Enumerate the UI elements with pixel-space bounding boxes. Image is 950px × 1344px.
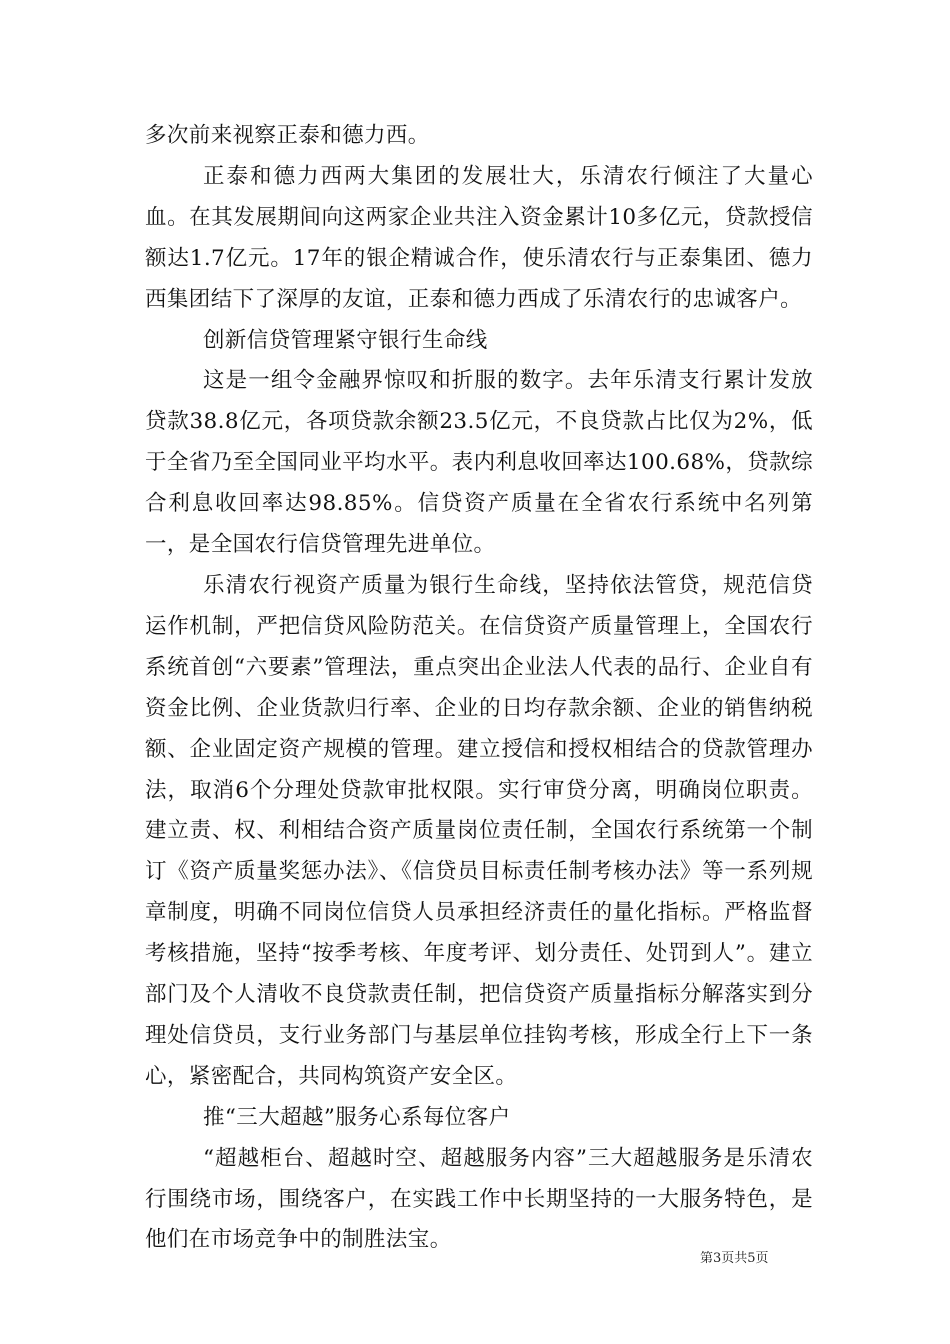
paragraph-service-feature: “超越柜台、超越时空、超越服务内容”三大超越服务是乐清农行围绕市场，围绕客户，在实践工作中长期坚持的一大服务特色，是他们在市场竞争中的制胜法宝。 xyxy=(145,1145,813,1253)
paragraph-continuation: 多次前来视察正泰和德力西。 xyxy=(145,123,430,148)
section-heading-three-surpass: 推“三大超越”服务心系每位客户 xyxy=(203,1104,511,1130)
paragraph-asset-quality: 乐清农行视资产质量为银行生命线，坚持依法管贷，规范信贷运作机制，严把信贷风险防范关。在信贷资产质量管理上，全国农行系统首创“六要素”管理法，重点突出企业法人代表的品行、企业自有资金比例、企业货款归行率、企业的日均存款余额、企业的销售纳税额、企业固定资产规模的管理。建立授信和授权相结合的贷款管理办法，取消6个分理处贷款审批权限。实行审贷分离，明确岗位职责。建立责、权、利相结合资产质量岗位责任制，全国农行系统第一个制订《资产质量奖惩办法》、《信贷员目标责任制考核办法》等一系列规章制度，明确不同岗位信贷人员承担经济责任的量化指标。严格监督考核措施，坚持“按季考核、年度考评、划分责任、处罚到人”。建立部门及个人清收不良贷款责任制，把信贷资产质量指标分解落实到分理处信贷员，支行业务部门与基层单位挂钩考核，形成全行上下一条心，紧密配合，共同构筑资产安全区。 xyxy=(145,572,813,1089)
section-heading-credit-management: 创新信贷管理紧守银行生命线 xyxy=(203,327,488,353)
paragraph-bank-support: 正泰和德力西两大集团的发展壮大，乐清农行倾注了大量心血。在其发展期间向这两家企业共注入资金累计10多亿元，贷款授信额达1.7亿元。17年的银企精诚合作，使乐清农行与正泰集团、德力西集团结下了深厚的友谊，正泰和德力西成了乐清农行的忠诚客户。 xyxy=(145,163,813,312)
paragraph-loan-figures: 这是一组令金融界惊叹和折服的数字。去年乐清支行累计发放贷款38.8亿元，各项贷款余额23.5亿元，不良贷款占比仅为2%，低于全省乃至全国同业平均水平。表内利息收回率达100.68%，贷款综合利息收回率达98.85%。信贷资产质量在全省农行系统中名列第一，是全国农行信贷管理先进单位。 xyxy=(145,368,813,558)
document-body xyxy=(145,116,813,1261)
page-number-footer: 第3页共5页 xyxy=(700,1251,769,1266)
